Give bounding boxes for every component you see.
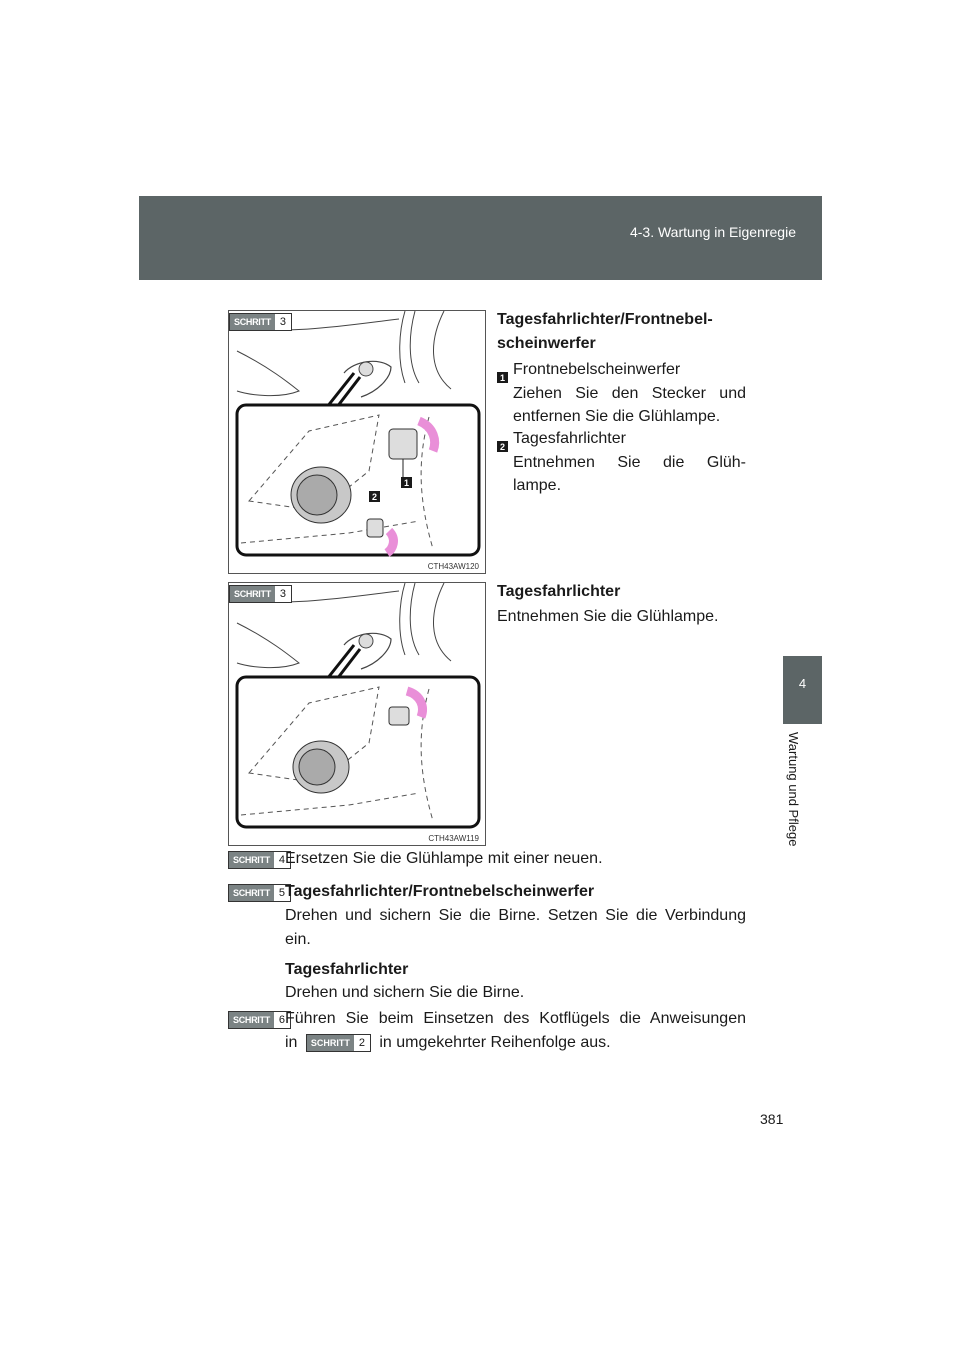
page-number: 381 bbox=[760, 1111, 784, 1127]
callout-2: 2 bbox=[369, 491, 380, 502]
step-number: 4 bbox=[278, 854, 285, 866]
step4-text: Ersetzen Sie die Glühlampe mit einer neuen. bbox=[285, 850, 603, 867]
step6-text-line1: Führen Sie beim Einsetzen des Kotflügels die Anweisungen bbox=[285, 1010, 746, 1027]
step-label: SCHRITT bbox=[229, 1012, 274, 1028]
step-2-reference-badge bbox=[306, 1034, 371, 1052]
chapter-number: 4 bbox=[798, 676, 807, 691]
step-number: 6 bbox=[278, 1014, 285, 1026]
chapter-label-text: Wartung und Pflege bbox=[786, 732, 801, 847]
item-2-marker: 2 bbox=[497, 441, 508, 452]
step-label: SCHRITT bbox=[229, 885, 274, 901]
step5-text-line1: Drehen und sichern Sie die Birne. Setzen Sie die Verbindung bbox=[285, 907, 746, 924]
step-label: SCHRITT bbox=[230, 314, 275, 330]
step-5-badge bbox=[228, 884, 291, 902]
item1-text-line2: entfernen Sie die Glühlampe. bbox=[513, 408, 721, 425]
step-label: SCHRITT bbox=[229, 852, 274, 868]
step5-sub-text: Drehen und sichern Sie die Birne. bbox=[285, 984, 525, 1001]
step3a-title-line2: scheinwerfer bbox=[497, 335, 596, 352]
step6-prefix: in bbox=[285, 1034, 298, 1051]
step6-suffix: in umgekehrter Reihenfolge aus. bbox=[379, 1034, 611, 1051]
step-number: 3 bbox=[279, 316, 286, 328]
figure-code: CTH43AW120 bbox=[427, 562, 479, 571]
section-header bbox=[139, 196, 822, 280]
step6-text-line2 bbox=[285, 1031, 611, 1055]
item-1-marker: 1 bbox=[497, 372, 508, 383]
step5-title: Tagesfahrlichter/Frontnebelscheinwerfer bbox=[285, 883, 595, 900]
step5-text-line2: ein. bbox=[285, 931, 311, 948]
chapter-side-label bbox=[771, 732, 831, 872]
step3b-text: Entnehmen Sie die Glühlampe. bbox=[497, 608, 719, 625]
section-title: 4-3. Wartung in Eigenregie bbox=[629, 224, 796, 240]
step-number: 5 bbox=[278, 887, 285, 899]
step-label: SCHRITT bbox=[230, 586, 275, 602]
step-6-badge bbox=[228, 1011, 291, 1029]
step-label: SCHRITT bbox=[307, 1035, 354, 1051]
step-3-badge-2 bbox=[229, 585, 292, 603]
item2-text-line2: lampe. bbox=[513, 477, 562, 494]
fog-light-illustration bbox=[229, 311, 485, 573]
item2-title: Tagesfahrlichter bbox=[513, 430, 626, 447]
chapter-tab bbox=[783, 656, 822, 724]
callout-1: 1 bbox=[401, 477, 412, 488]
step-3-badge bbox=[229, 313, 292, 331]
drl-illustration bbox=[229, 583, 485, 845]
step5-sub-title: Tagesfahrlichter bbox=[285, 961, 409, 978]
step3a-title-line1: Tagesfahrlichter/Frontnebel- bbox=[497, 311, 713, 328]
step-4-badge bbox=[228, 851, 291, 869]
item1-text-line1: Ziehen Sie den Stecker und bbox=[513, 385, 746, 402]
step3b-title: Tagesfahrlichter bbox=[497, 583, 621, 600]
figure-drl bbox=[228, 582, 486, 846]
figure-fog-light-and-drl bbox=[228, 310, 486, 574]
step-number: 2 bbox=[358, 1036, 365, 1049]
item1-title: Frontnebelscheinwerfer bbox=[513, 361, 681, 378]
step-number: 3 bbox=[279, 588, 286, 600]
figure-code: CTH43AW119 bbox=[428, 834, 479, 843]
item2-text-line1: Entnehmen Sie die Glüh- bbox=[513, 454, 746, 471]
